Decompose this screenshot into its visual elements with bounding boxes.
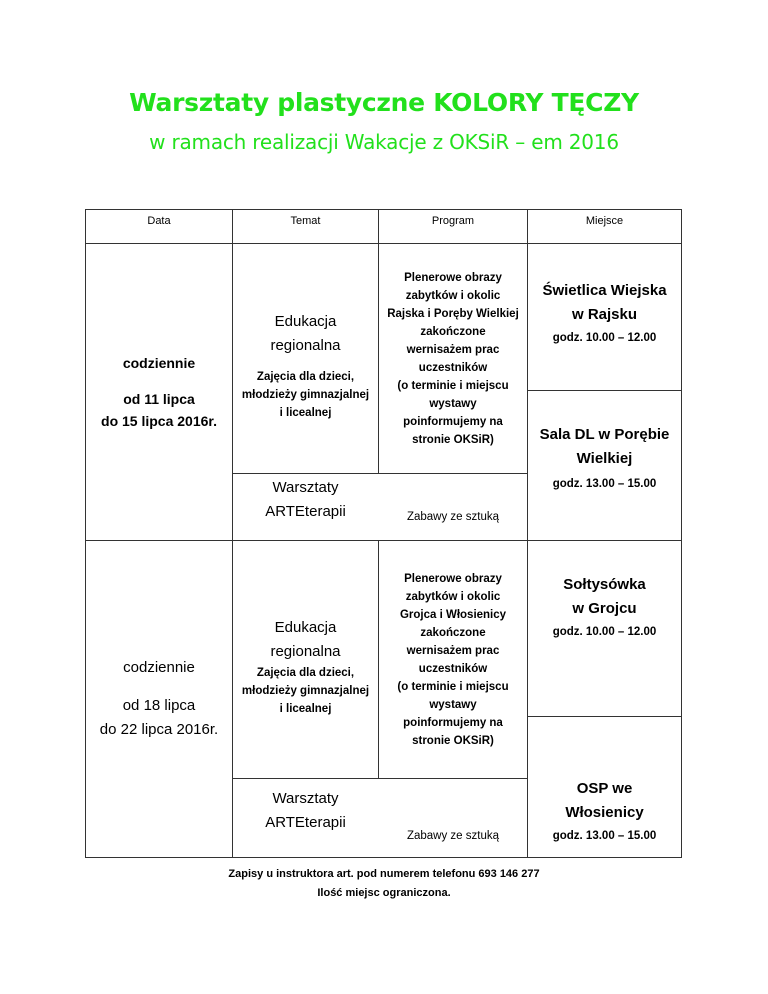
col-header-program: Program [431,215,475,227]
table-border-right [681,209,682,858]
week2-program-line: Grojca i Włosienicy [399,608,507,621]
week2-program-line: zabytków i okolic [405,590,501,603]
week1-place1-village: w Rajsku [571,306,638,323]
week1-date-cell [86,244,232,540]
week1-program-cell [379,244,527,473]
week2-to: do 22 lipca 2016r. [99,721,219,738]
week1-place2-village: Wielkiej [576,450,633,467]
week2-place1-name: Sołtysówka [563,576,646,593]
week1-art-title-1: Warsztaty [272,479,339,496]
week2-topic-title-1: Edukacja [274,618,337,636]
week2-topic-desc-2: młodzieży gimnazjalnej [241,684,370,697]
week1-program-line: Rajska i Poręby Wielkiej [387,307,519,320]
week1-topic-desc-1: Zajęcia dla dzieci, [256,370,355,383]
week2-place1-time: godz. 10.00 – 12.00 [552,626,657,638]
week1-program-line: Plenerowe obrazy [404,271,502,284]
week2-program-cell [379,541,527,778]
col-header-date: Data [147,215,171,227]
week2-from: od 18 lipca [122,697,196,714]
week1-program-line: (o terminie i miejscu [397,379,509,392]
week1-topic-title-1: Edukacja [274,312,337,330]
week2-program-line: stronie OKSiR) [412,734,494,747]
week2-place2-name: OSP we [576,780,633,797]
week1-program-line: zabytków i okolic [405,289,501,302]
week1-place2-name: Sala DL w Porębie [539,426,670,443]
week2-art-program: Zabawy ze sztuką [406,830,500,842]
week1-place2-cell [528,391,681,540]
week2-place2-time: godz. 13.00 – 15.00 [552,830,657,842]
week1-place1-cell [528,244,681,390]
week2-place1-village: w Grojcu [572,600,637,617]
week1-place1-time: godz. 10.00 – 12.00 [552,332,657,344]
week2-art-title-1: Warsztaty [272,790,339,807]
week2-art-cell [233,779,378,857]
week2-program-line: wystawy [429,698,477,711]
footer-signup: Zapisy u instruktora art. pod numerem telefonu 693 146 277 [228,868,540,880]
week2-art-title-2: ARTEterapii [265,814,346,831]
week1-program-line: stronie OKSiR) [412,433,494,446]
week2-program-line: zakończone [420,626,486,639]
week2-place2-cell [528,717,681,857]
week1-topic-title-2: regionalna [270,336,341,354]
footer-limited: Ilość miejsc ograniczona. [317,887,451,899]
week1-place1-name: Świetlica Wiejska [542,282,667,299]
week1-art-cell [233,474,378,540]
week2-program-line: wernisażem prac [406,644,500,657]
week1-topic-desc-3: i licealnej [279,406,332,419]
week1-when: codziennie [122,355,196,371]
page-subtitle: w ramach realizacji Wakacje z OKSiR – em 2016 [149,130,619,154]
col-header-place: Miejsce [585,215,624,227]
week1-art-program: Zabawy ze sztuką [406,511,500,523]
week1-program-line: poinformujemy na [403,415,503,428]
week1-topic-cell [233,244,378,473]
week1-to: do 15 lipca 2016r. [101,413,217,429]
week2-program-line: (o terminie i miejscu [397,680,509,693]
week2-topic-desc-3: i licealnej [279,702,332,715]
week2-topic-desc-1: Zajęcia dla dzieci, [256,666,355,679]
week1-place2-time: godz. 13.00 – 15.00 [552,478,657,490]
table-border-bottom [85,857,682,858]
page-title: Warsztaty plastyczne KOLORY TĘCZY [129,88,639,117]
col-header-topic: Temat [290,215,321,227]
week2-when: codziennie [123,659,195,676]
week1-program-line: uczestników [418,361,488,374]
week2-place1-cell [528,541,681,716]
week2-place2-village: Włosienicy [565,804,644,821]
week1-from: od 11 lipca [123,391,195,407]
week1-program-line: zakończone [420,325,486,338]
week1-program-line: wernisażem prac [406,343,500,356]
week1-program-line: wystawy [429,397,477,410]
week2-topic-title-2: regionalna [270,642,341,660]
week2-program-line: Plenerowe obrazy [404,572,502,585]
week2-date-cell [86,541,232,857]
week2-topic-cell [233,541,378,778]
week2-program-line: uczestników [418,662,488,675]
week1-topic-desc-2: młodzieży gimnazjalnej [241,388,370,401]
week2-program-line: poinformujemy na [403,716,503,729]
week1-art-title-2: ARTEterapii [265,503,346,520]
